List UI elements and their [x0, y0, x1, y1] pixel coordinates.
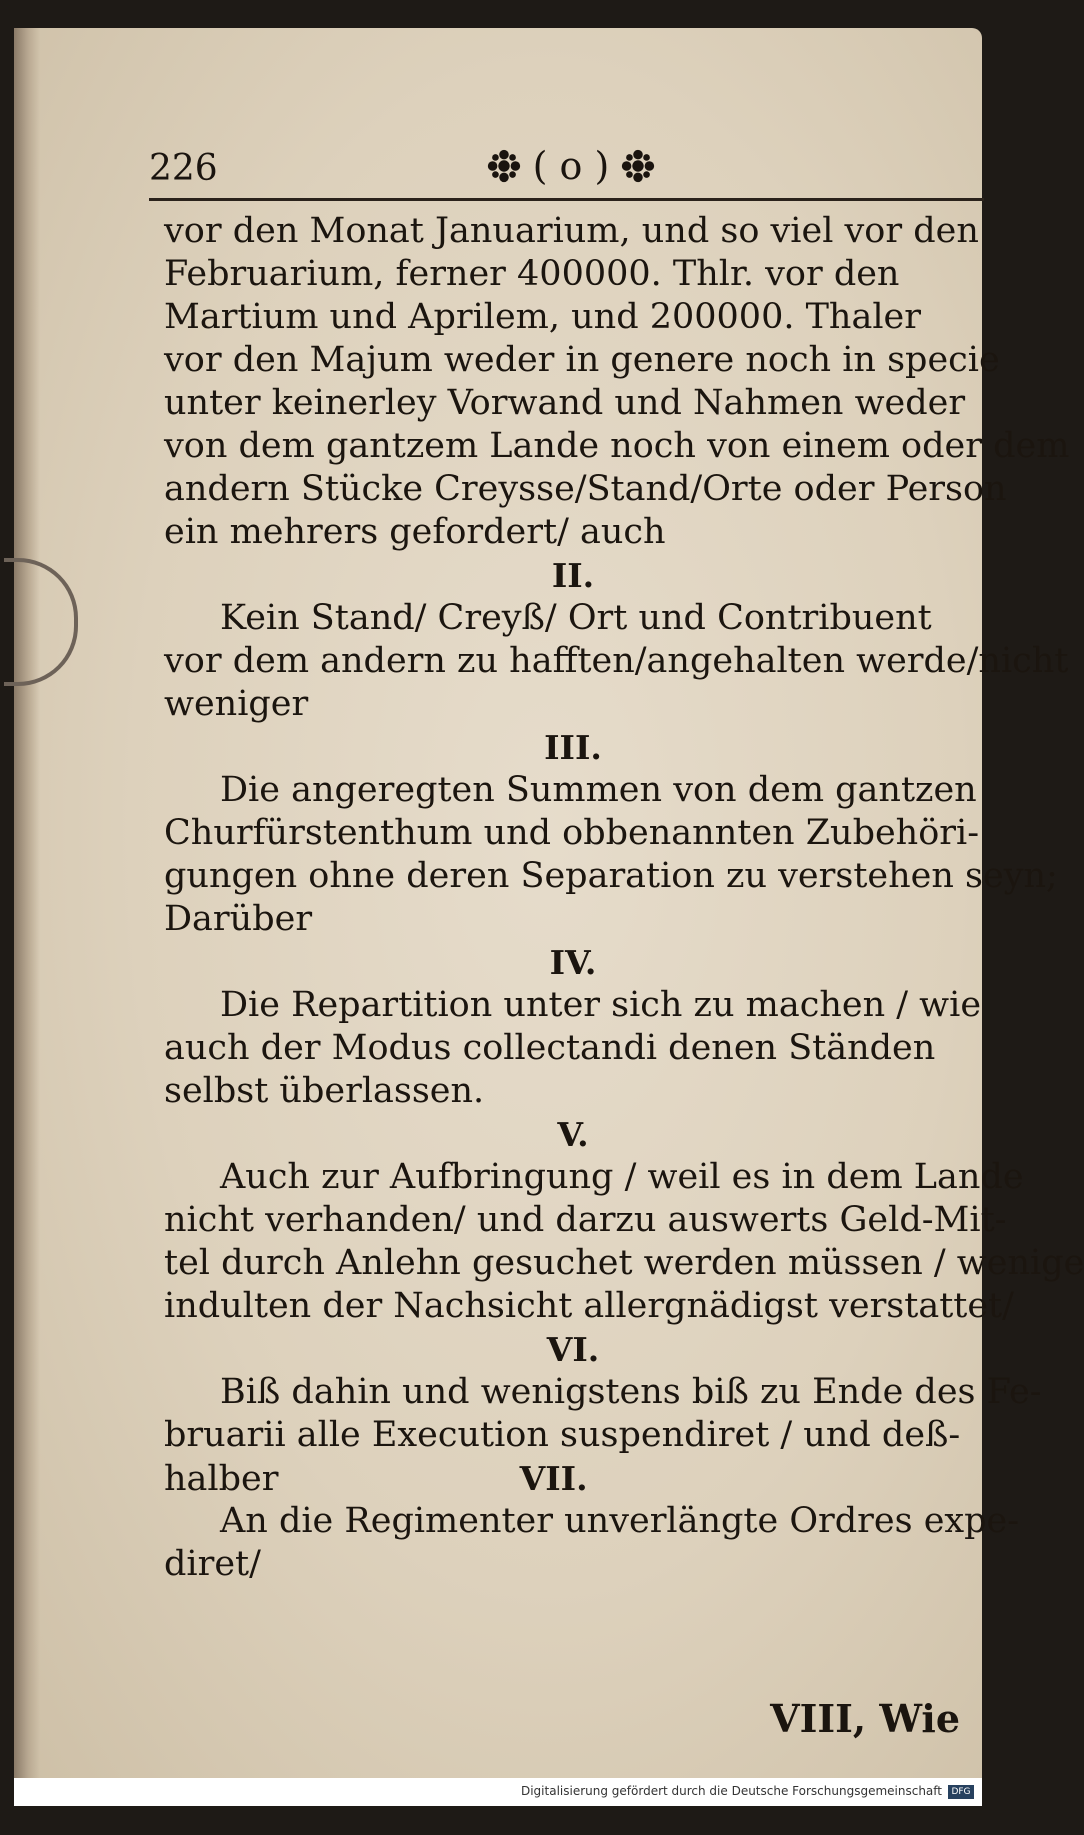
text-line: unter keinerley Vorwand und Nahmen weder [164, 383, 966, 423]
section-numeral: II. [551, 556, 595, 595]
text-line: Kein Stand/ Creyß/ Ort und Contribuent [220, 598, 932, 638]
flower-ornament-icon [619, 147, 657, 185]
section-numeral: IV. [549, 943, 597, 982]
text-line: vor den Monat Januarium, und so viel vor den [164, 211, 979, 251]
text-line: Martium und Aprilem, und 200000. Thaler [164, 297, 921, 337]
footer-credit: Digitalisierung gefördert durch die Deutsche Forschungsgemeinschaft [520, 1784, 942, 1798]
text-line: Die angeregten Summen von dem gantzen [220, 770, 977, 810]
book-page [14, 28, 1084, 1806]
text-line: An die Regimenter unverlängte Ordres expe- [220, 1501, 1020, 1541]
text-line-with-numeral [164, 1457, 982, 1500]
text-line: ein mehrers gefordert/ auch [164, 512, 666, 552]
page-gutter [14, 28, 40, 1806]
text-line: nicht verhanden/ und darzu auswerts Geld-Mit- [164, 1200, 1007, 1240]
ribbon-bookmark [4, 558, 78, 686]
flower-ornament-icon [485, 147, 523, 185]
text-line: selbst überlassen. [164, 1071, 485, 1111]
text-line: gungen ohne deren Separation zu verstehen seyn; [164, 856, 1058, 896]
text-line: vor dem andern zu hafften/angehalten werde/nicht [164, 641, 1069, 681]
section-numeral: III. [544, 728, 602, 767]
text-line: von dem gantzem Lande noch von einem oder dem [164, 426, 1070, 466]
text-line: Auch zur Aufbringung / weil es in dem Lande [220, 1157, 1024, 1197]
section-numeral: VII. [519, 1459, 588, 1498]
dfg-logo-icon: DFG [948, 1785, 974, 1799]
header-rule [149, 198, 984, 201]
text-line: Februarium, ferner 400000. Thlr. vor den [164, 254, 900, 294]
header-ornament-text: ( o ) [532, 144, 610, 188]
text-line: auch der Modus collectandi denen Ständen [164, 1028, 936, 1068]
text-line: diret/ [164, 1544, 261, 1584]
text-line: andern Stücke Creysse/Stand/Orte oder Person [164, 469, 1007, 509]
text-line: vor den Majum weder in genere noch in specie [164, 340, 1000, 380]
catchword: VIII, Wie [770, 1696, 960, 1741]
text-line: indulten der Nachsicht allergnädigst verstattet/ [164, 1286, 1014, 1326]
page-header [14, 140, 982, 200]
page-number: 226 [149, 148, 218, 189]
text-line: Biß dahin und wenigstens biß zu Ende des Fe- [220, 1372, 1042, 1412]
digitization-footer [14, 1778, 982, 1806]
section-numeral: V. [557, 1115, 589, 1154]
text-line: Darüber [164, 899, 313, 939]
body-text [164, 210, 1084, 1586]
text-line: Die Repartition unter sich zu machen / wie [220, 985, 982, 1025]
section-numeral: VI. [546, 1330, 600, 1369]
text-line: tel durch Anlehn gesuchet werden müssen / wenige [164, 1243, 1084, 1283]
header-ornament [426, 140, 716, 192]
text-line: halber [164, 1459, 279, 1499]
text-line: bruarii alle Execution suspendiret / und deß- [164, 1415, 961, 1455]
text-line: weniger [164, 684, 309, 724]
text-line: Churfürstenthum und obbenannten Zubehöri- [164, 813, 980, 853]
